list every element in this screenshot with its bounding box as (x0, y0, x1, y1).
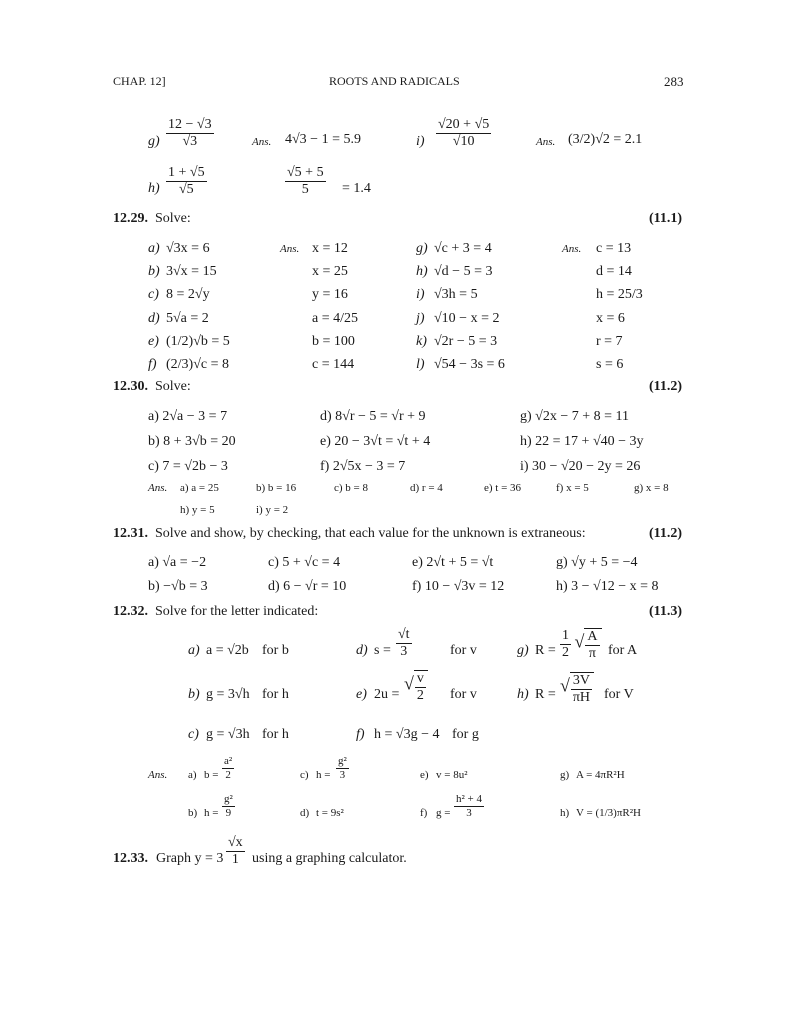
ans-c-lhs: h = (316, 769, 331, 781)
exercise-item: g) √2x − 7 + 8 = 11 (520, 409, 630, 424)
exercise-item: f) 10 − √3v = 12 (412, 579, 505, 594)
fraction-i (436, 118, 491, 149)
exercise-equation: 8 = 2√y (166, 287, 210, 302)
ans-f-fraction (454, 794, 484, 819)
ans-h-label: h) (560, 807, 570, 819)
exercise-equation: √10 − x = 2 (434, 311, 500, 326)
for-h: for V (604, 687, 634, 702)
exercise-answer: x = 12 (312, 241, 348, 256)
equation-c: g = √3h (206, 727, 250, 742)
ans-g-label: g) (560, 769, 570, 781)
denominator: 2 (562, 645, 569, 660)
problem-number: 12.31. (113, 526, 148, 541)
problem-prompt: Solve: (155, 211, 191, 226)
exercise-label: a) (148, 241, 160, 256)
fraction-h (166, 166, 207, 197)
denominator: 3 (466, 807, 472, 819)
ans-label: Ans. (148, 769, 168, 781)
exercise-answer: r = 7 (596, 334, 623, 349)
exercise-label: f) (148, 357, 157, 372)
label-b: b) (188, 687, 200, 702)
exercise-item: b) −√b = 3 (148, 579, 208, 594)
label-g: g) (517, 643, 529, 658)
fraction-h (560, 672, 594, 705)
for-f: for g (452, 727, 479, 742)
exercise-item: h) 22 = 17 + √40 − 3y (520, 434, 644, 449)
radical-icon: √ (404, 673, 414, 694)
exercise-answer: c = 144 (312, 357, 355, 372)
exercise-item: c) 7 = √2b − 3 (148, 459, 228, 474)
ans-label: Ans. (148, 482, 168, 494)
problem-prompt-continued: using a graphing calculator. (252, 851, 407, 866)
ans-c-fraction (336, 756, 349, 781)
lhs-h: R = (535, 687, 556, 702)
answer-g: 4√3 − 1 = 5.9 (285, 132, 361, 147)
ans-b-lhs: h = (204, 807, 219, 819)
for-e: for v (450, 687, 477, 702)
ans-label: Ans. (562, 243, 582, 255)
numerator: a² (224, 755, 233, 767)
exercise-item: h) 3 − √12 − x = 8 (556, 579, 659, 594)
denominator: √5 (178, 182, 194, 197)
denominator: 2 (416, 688, 424, 703)
answer-h-value: = 1.4 (342, 181, 371, 196)
exercise-item: d) 6 − √r = 10 (268, 579, 347, 594)
answer: b) b = 16 (256, 482, 297, 494)
problem-number: 12.33. (113, 851, 148, 866)
exercise-equation: 5√a = 2 (166, 311, 209, 326)
answer: f) x = 5 (556, 482, 589, 494)
exercise-answer: x = 25 (312, 264, 348, 279)
exercise-answer: a = 4/25 (312, 311, 358, 326)
chapter-label: CHAP. 12] (113, 74, 166, 88)
numerator: 12 − √3 (168, 117, 212, 132)
for-b: for h (262, 687, 289, 702)
exercise-label: c) (148, 287, 159, 302)
problem-number: 12.32. (113, 604, 148, 619)
denominator: π (588, 646, 596, 661)
ans-label: Ans. (536, 136, 556, 148)
exercise-equation: √2r − 5 = 3 (434, 334, 498, 349)
for-g: for A (608, 643, 638, 658)
lhs-g: R = (535, 643, 556, 658)
exercise-item: g) √y + 5 = −4 (556, 555, 638, 570)
label-d: d) (356, 643, 368, 658)
ans-a-lhs: b = (204, 769, 219, 781)
exercise-label: b) (148, 264, 160, 279)
label-h: h) (517, 687, 529, 702)
running-title: ROOTS AND RADICALS (329, 74, 460, 88)
exercise-label: h) (416, 264, 428, 279)
answer: g) x = 8 (634, 482, 669, 494)
exercise-item: a) √a = −2 (148, 555, 207, 570)
label-h: h) (148, 181, 160, 196)
ans-g: A = 4πR²H (576, 769, 625, 781)
answer: d) r = 4 (410, 482, 443, 494)
lhs-e: 2u = (374, 687, 400, 702)
problem-number: 12.29. (113, 211, 148, 226)
denominator: 1 (231, 852, 239, 867)
equation-f: h = √3g − 4 (374, 727, 440, 742)
label-g: g) (148, 134, 160, 149)
exercise-equation: √3h = 5 (434, 287, 478, 302)
exercise-item: b) 8 + 3√b = 20 (148, 434, 236, 449)
radical-icon: √ (574, 631, 585, 652)
exercise-item: d) 8√r − 5 = √r + 9 (320, 409, 426, 424)
section-ref: (11.2) (649, 526, 683, 541)
for-a: for b (262, 643, 289, 658)
denominator: 3 (400, 644, 408, 659)
ans-c-label: c) (300, 769, 309, 781)
exercise-item: f) 2√5x − 3 = 7 (320, 459, 406, 474)
for-d: for v (450, 643, 477, 658)
equation-b: g = 3√h (206, 687, 250, 702)
numerator: g² (224, 793, 233, 805)
fraction-e (404, 670, 428, 703)
denominator: √3 (182, 134, 198, 149)
numerator: h² + 4 (456, 793, 483, 805)
ans-h: V = (1/3)πR²H (576, 807, 641, 819)
denominator: 2 (225, 769, 231, 781)
numerator: g² (338, 755, 347, 767)
exercise-item: e) 20 − 3√t = √t + 4 (320, 434, 431, 449)
exercise-item: a) 2√a − 3 = 7 (148, 409, 228, 424)
answer: a) a = 25 (180, 482, 219, 494)
answer: i) y = 2 (256, 504, 289, 516)
exercise-answer: y = 16 (312, 287, 348, 302)
ans-f-label: f) (420, 807, 428, 819)
denominator: 9 (225, 807, 232, 819)
numerator: v (416, 671, 424, 686)
fraction-graph (226, 836, 245, 867)
exercise-label: g) (416, 241, 428, 256)
ans-b-label: b) (188, 807, 198, 819)
answer: e) t = 36 (484, 482, 522, 494)
exercise-equation: √3x = 6 (166, 241, 210, 256)
ans-label: Ans. (280, 243, 300, 255)
denominator: πH (572, 690, 591, 705)
ans-d: t = 9s² (316, 807, 344, 819)
exercise-item: e) 2√t + 5 = √t (412, 555, 494, 570)
exercise-equation: (2/3)√c = 8 (166, 357, 230, 372)
problem-prompt: Solve for the letter indicated: (155, 604, 319, 619)
numerator: 1 + √5 (168, 165, 205, 180)
answer-i: (3/2)√2 = 2.1 (568, 132, 643, 147)
numerator: √5 + 5 (287, 165, 324, 180)
exercise-label: k) (416, 334, 427, 349)
fraction-g (166, 118, 214, 149)
numerator: A (587, 629, 598, 644)
numerator: √x (228, 835, 243, 850)
label-f: f) (356, 727, 365, 742)
fraction-h-answer (285, 166, 326, 197)
exercise-answer: c = 13 (596, 241, 632, 256)
numerator: 3V (572, 673, 591, 688)
denominator: √10 (452, 134, 475, 149)
equation-a: a = √2b (206, 643, 249, 658)
ans-d-label: d) (300, 807, 310, 819)
ans-a-label: a) (188, 769, 197, 781)
exercise-label: i) (416, 287, 425, 302)
exercise-equation: 3√x = 15 (166, 264, 217, 279)
exercise-answer: d = 14 (596, 264, 632, 279)
exercise-equation: √d − 5 = 3 (434, 264, 493, 279)
problem-prompt: Graph y = 3 (156, 851, 224, 866)
exercise-equation: (1/2)√b = 5 (166, 334, 230, 349)
numerator: √t (398, 627, 410, 642)
exercise-label: d) (148, 311, 160, 326)
denominator: 5 (301, 182, 309, 197)
exercise-answer: b = 100 (312, 334, 355, 349)
denominator: 3 (339, 769, 346, 781)
problem-number: 12.30. (113, 379, 148, 394)
ans-e-label: e) (420, 769, 429, 781)
exercise-answer: s = 6 (596, 357, 624, 372)
for-c: for h (262, 727, 289, 742)
page-number: 283 (664, 74, 684, 89)
label-a: a) (188, 643, 200, 658)
ans-a-fraction (222, 756, 234, 781)
exercise-item: i) 30 − √20 − 2y = 26 (520, 459, 641, 474)
label-c: c) (188, 727, 199, 742)
fraction-g (560, 628, 602, 661)
problem-prompt: Solve: (155, 379, 191, 394)
exercise-label: j) (416, 311, 425, 326)
problem-prompt: Solve and show, by checking, that each value for the unknown is extraneous: (155, 526, 586, 541)
ans-label: Ans. (252, 136, 272, 148)
section-ref: (11.2) (649, 379, 683, 394)
exercise-answer: x = 6 (596, 311, 625, 326)
section-ref: (11.3) (649, 604, 683, 619)
numerator: 1 (562, 628, 569, 643)
exercise-answer: h = 25/3 (596, 287, 643, 302)
exercise-item: c) 5 + √c = 4 (268, 555, 341, 570)
label-i: i) (416, 134, 425, 149)
exercise-label: l) (416, 357, 425, 372)
answer: c) b = 8 (334, 482, 368, 494)
fraction-d (396, 628, 412, 659)
answer: h) y = 5 (180, 504, 215, 516)
exercise-equation: √c + 3 = 4 (434, 241, 492, 256)
radical-icon: √ (560, 675, 570, 696)
lhs-d: s = (374, 643, 391, 658)
numerator: √20 + √5 (438, 117, 490, 132)
section-ref: (11.1) (649, 211, 683, 226)
ans-b-fraction (222, 794, 235, 819)
label-e: e) (356, 687, 367, 702)
ans-e: v = 8u² (436, 769, 468, 781)
ans-f-lhs: g = (436, 807, 451, 819)
exercise-label: e) (148, 334, 159, 349)
exercise-equation: √54 − 3s = 6 (434, 357, 505, 372)
